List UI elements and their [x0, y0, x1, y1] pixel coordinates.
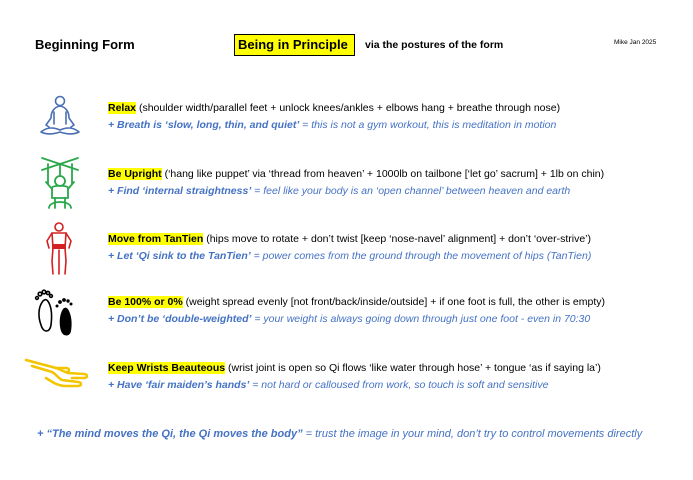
principle-label: Relax: [108, 102, 137, 114]
principle-note: = feel like your body is an ‘open channel’ between heaven and earth: [251, 185, 571, 197]
principle-label: Be 100% or 0%: [108, 296, 183, 308]
hand-icon: [22, 356, 92, 390]
author-date: Mike Jan 2025: [614, 39, 657, 46]
principle-row: [108, 294, 605, 328]
footer-quote: [37, 428, 642, 440]
principle-note-lead: + Breath is ‘slow, long, thin, and quiet’: [108, 119, 300, 131]
footer-quote-rest: = trust the image in your mind, don’t try to control movements directly: [302, 428, 643, 440]
principle-label: Keep Wrists Beauteous: [108, 362, 226, 374]
principle-row: [108, 360, 601, 394]
principle-row: [108, 166, 604, 200]
principle-detail: (hips move to rotate + don’t twist [keep ‘nose-navel’ alignment] + don’t ‘over-strive’): [203, 233, 592, 245]
footer-quote-lead: + “The mind moves the Qi, the Qi moves the body”: [37, 428, 303, 440]
boxed-heading: Being in Principle: [234, 34, 355, 56]
principle-detail: (shoulder width/parallel feet + unlock knees/ankles + elbows hang + breathe through nose): [136, 102, 561, 114]
page-title: Beginning Form: [35, 37, 135, 52]
principle-label: Move from TanTien: [108, 233, 204, 245]
footprints-icon: [33, 289, 79, 337]
body-figure-icon: [44, 221, 74, 277]
puppet-icon: [38, 154, 82, 210]
principle-row: [108, 100, 560, 134]
principle-note: = not hard or calloused from work, so touch is soft and sensitive: [249, 379, 549, 391]
principle-detail: (‘hang like puppet’ via ‘thread from heaven’ + 1000lb on tailbone [‘let go’ sacrum] + 1lb on chin): [161, 168, 605, 180]
principle-note: = power comes from the ground through the movement of hips (TanTien): [250, 250, 592, 262]
principle-note: = this is not a gym workout, this is meditation in motion: [299, 119, 557, 131]
principle-row: [108, 231, 591, 265]
principle-detail: (wrist joint is open so Qi flows ‘like water through hose’ + tongue ‘as if saying la’): [225, 362, 601, 374]
principle-note-lead: + Let ‘Qi sink to the TanTien’: [108, 250, 251, 262]
principle-detail: (weight spread evenly [not front/back/inside/outside] + if one foot is full, the other is empty): [182, 296, 605, 308]
page-subtitle: via the postures of the form: [365, 39, 504, 51]
meditation-icon: [37, 94, 83, 138]
principle-note: = your weight is always going down through just one foot - even in 70:30: [251, 313, 591, 325]
principle-note-lead: + Have ‘fair maiden’s hands’: [108, 379, 250, 391]
principle-note-lead: + Find ‘internal straightness’: [108, 185, 252, 197]
principle-label: Be Upright: [108, 168, 162, 180]
principle-note-lead: + Don’t be ‘double-weighted’: [108, 313, 252, 325]
